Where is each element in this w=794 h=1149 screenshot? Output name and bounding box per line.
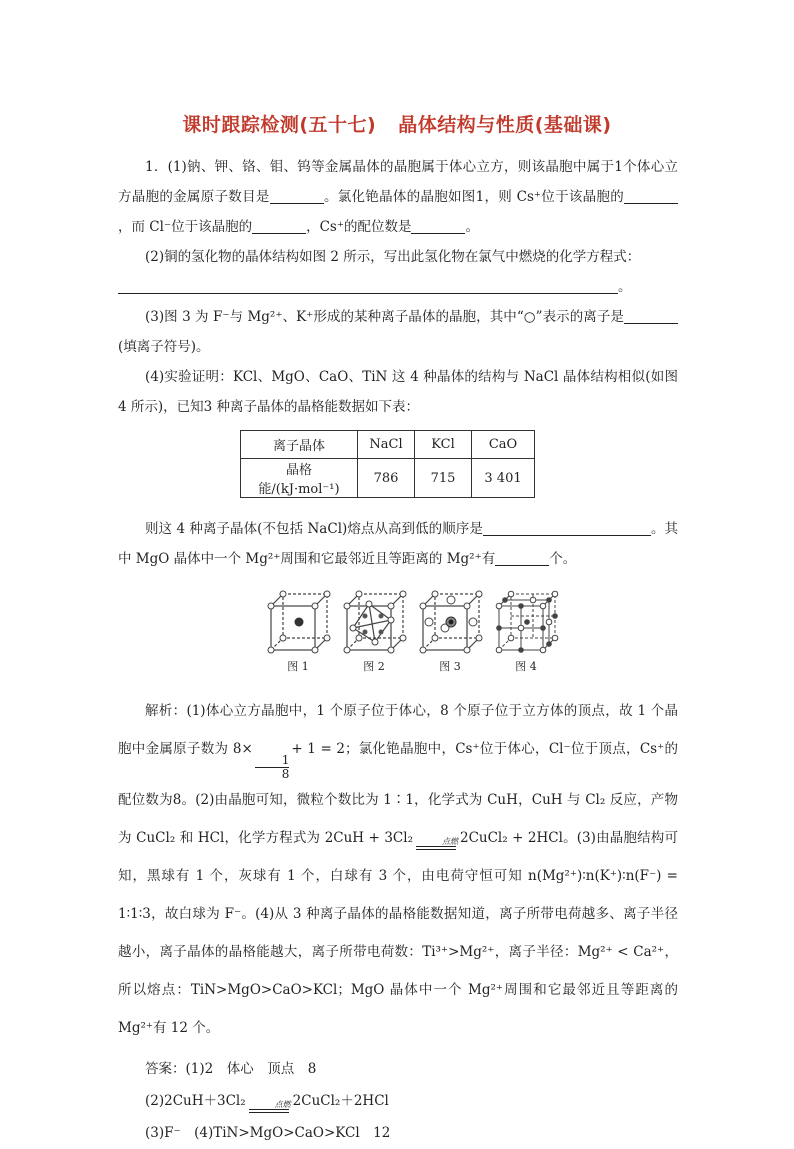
table-cell: 786: [358, 459, 415, 498]
question-1-part-4: [118, 362, 678, 422]
answer-equation-left: (2)2CuH＋3Cl₂: [145, 1093, 246, 1109]
answer-line-1: 答案：(1)2 体心 顶点 8: [145, 1061, 317, 1077]
q1-text-c: ，而 Cl⁻位于该晶胞的: [118, 219, 253, 235]
solution-text-2: + 1 = 2；氯化铯晶胞中，Cs⁺位于体心，Cl⁻位于顶点，Cs⁺的配位数为8。(2)由晶胞可知，微粒个数比为 1∶1，化学式为 CuH，CuH 与 Cl₂ 反应，产物为 CuCl₂ 和 HCl，化学方程式为 2CuH + 3Cl₂: [118, 741, 678, 846]
figures-row: [118, 590, 678, 678]
answer-line-2: [118, 1085, 678, 1117]
question-1-part-3: [118, 302, 678, 362]
q1-text-e: 。: [465, 219, 479, 235]
table-row-label: 晶格能/(kJ·mol⁻¹): [241, 459, 358, 498]
q2-text: (2)铜的氢化物的晶体结构如图 2 所示，写出此氢化物在氯气中燃烧的化学方程式：: [145, 249, 641, 265]
q2-end: 。: [618, 279, 632, 295]
question-1-part-2: [118, 242, 678, 272]
answer-blank: [270, 188, 324, 204]
reaction-condition: [248, 1100, 291, 1113]
figure-4: [486, 590, 566, 674]
q5-text-c: 个。: [549, 551, 577, 567]
fraction-one-eighth: [255, 754, 290, 781]
question-1-part-1: [118, 152, 678, 242]
answer-blank: [624, 188, 678, 204]
content: [118, 152, 678, 1149]
answer-blank: [252, 218, 306, 234]
q5-text-b: 。其中 MgO 晶体中一个 Mg²⁺周围和它最邻近且等距离的 Mg²⁺有: [118, 521, 679, 567]
cscl-unit-cell-diagram: [265, 590, 331, 656]
table-cell: 3 401: [472, 459, 535, 498]
equals-bar: [416, 846, 456, 850]
title-part1: 课时跟踪检测(五十七): [182, 114, 377, 136]
q4-text: (4)实验证明：KCl、MgO、CaO、TiN 这 4 种晶体的结构与 NaCl 晶体结构相似(如图4 所示)，已知3 种离子晶体的晶格能数据如下表：: [118, 369, 678, 415]
q1-text-a: 1．(1)钠、钾、铬、钼、钨等金属晶体的晶胞属于体心立方，则该晶胞中属于1个体心立方晶胞的金属原子数目是: [118, 159, 678, 205]
q1-text-d: ，Cs⁺的配位数是: [306, 219, 412, 235]
cuh-unit-cell-diagram: [341, 590, 407, 656]
q3-text-b: (填离子符号)。: [118, 339, 210, 355]
equals-bar: [249, 1109, 289, 1113]
solution-paragraph: [118, 692, 678, 1047]
q1-text-b: 。氯化铯晶体的晶胞如图1，则 Cs⁺位于该晶胞的: [323, 189, 625, 205]
lattice-energy-table: [240, 430, 535, 498]
reaction-condition: [415, 837, 458, 850]
answer-blank-long: [118, 278, 618, 294]
figure-caption: 图 3: [439, 660, 461, 673]
figure-3: [410, 590, 490, 674]
condition-label: 点燃: [274, 1100, 291, 1109]
solution-text-1: 解析：(1)体心立方晶胞中，1 个原子位于体心，8 个原子位于立方体的顶点，故 1 个晶胞中金属原子数为 8×: [118, 703, 678, 757]
answer-blank: [483, 520, 651, 536]
figure-1: [258, 590, 338, 674]
table-header: NaCl: [358, 431, 415, 459]
figure-caption: 图 1: [287, 660, 309, 673]
condition-label: 点燃: [441, 837, 458, 846]
answer-blank: [495, 550, 549, 566]
q5-text-a: 则这 4 种离子晶体(不包括 NaCl)熔点从高到低的顺序是: [145, 521, 483, 537]
q3-text-a: (3)图 3 为 F⁻与 Mg²⁺、K⁺形成的某种离子晶体的晶胞，其中“○”表示的离子是: [145, 309, 624, 325]
title-part2: 晶体结构与性质(基础课): [398, 114, 612, 136]
solution-text-3: 2CuCl₂ + 2HCl。(3)由晶胞结构可知，黑球有 1 个，灰球有 1 个，白球有 3 个，由电荷守恒可知 n(Mg²⁺)∶n(K⁺)∶n(F⁻) = 1∶1∶3，故白球为 F⁻。(4)从 3 种离子晶体的晶格能数据知道，离子所带电荷越多、离子半径越小，离子晶体的晶格能越大，离子所带电荷数：Ti³⁺>Mg²⁺，离子半径：Mg²⁺ < Ca²⁺，所以熔点：TiN>MgO>CaO>KCl；MgO 晶体中一个 Mg²⁺周围和它最邻近且等距离的 Mg²⁺有 12 个。: [118, 830, 678, 1036]
question-1-part-5: [118, 514, 678, 574]
answer-blank: [624, 308, 678, 324]
fraction-denominator: 8: [255, 767, 290, 781]
nacl-unit-cell-diagram: [493, 590, 559, 656]
figure-caption: 图 4: [515, 660, 537, 673]
figure-caption: 图 2: [363, 660, 385, 673]
table-cell: 715: [415, 459, 472, 498]
fraction-numerator: 1: [281, 753, 290, 767]
page-title: [0, 110, 794, 137]
table-header: CaO: [472, 431, 535, 459]
answer-equation-right: 2CuCl₂＋2HCl: [292, 1093, 389, 1109]
table-header: KCl: [415, 431, 472, 459]
kmgf3-unit-cell-diagram: [417, 590, 483, 656]
answer-blank: [411, 218, 465, 234]
table-header-row: [241, 431, 535, 459]
table-header: 离子晶体: [241, 431, 358, 459]
figure-2: [334, 590, 414, 674]
table-row: [241, 459, 535, 498]
question-1-part-2-blank-line: [118, 272, 678, 302]
answer-line-3: (3)F⁻ (4)TiN>MgO>CaO>KCl 12: [145, 1125, 391, 1141]
